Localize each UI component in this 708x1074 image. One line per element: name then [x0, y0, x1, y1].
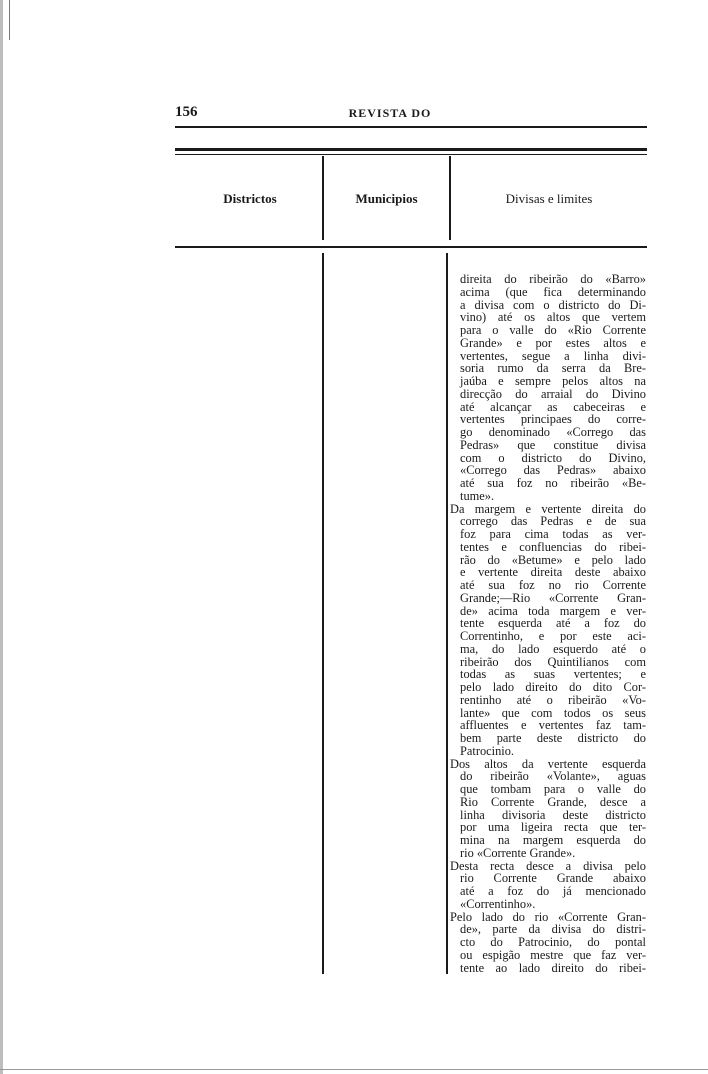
text-line: todas as suas vertentes; e: [460, 667, 646, 682]
text-line: ou espigão mestre que faz ver-: [460, 947, 646, 962]
text-line: direita do ribeirão do «Barro»: [460, 272, 646, 286]
limits-text-column: [450, 273, 646, 974]
page-edge-rule: [0, 0, 3, 1074]
page-bottom-edge: [0, 1069, 708, 1070]
text-line: rentinho até o ribeirão «Vo-: [460, 692, 646, 707]
text-line: tume».: [460, 488, 495, 503]
text-line: vino) até os altos que vertem: [460, 310, 646, 325]
text-line: acima (que fica determinando: [460, 284, 646, 299]
text-line: Dos altos da vertente esquerda: [450, 756, 646, 771]
text-line: de» acima toda margem e ver-: [460, 603, 646, 618]
text-line: Grande;—Rio «Corrente Gran-: [460, 590, 646, 605]
text-line: do ribeirão «Volante», aguas: [460, 769, 646, 784]
table-top-rule: [175, 148, 647, 151]
text-line: vertentes, segue a linha divi-: [460, 348, 646, 363]
column-header-municipios: Municipios: [355, 191, 418, 206]
header-rule: [175, 126, 647, 128]
text-line: para o valle do «Rio Corrente: [460, 323, 646, 337]
running-title: REVISTA DO: [348, 106, 432, 120]
text-line: tentes e confluencias do ribei-: [460, 539, 646, 554]
text-line: com o districto do Divino,: [460, 450, 646, 465]
text-line: que tombam para o valle do: [460, 782, 646, 796]
text-line: rão do «Betume» e pelo lado: [460, 552, 646, 567]
column-divider: [322, 253, 324, 974]
text-line: até sua foz no rio Corrente: [460, 578, 646, 592]
text-line: vertentes principaes do corre-: [460, 412, 646, 427]
text-line: bem parte deste districto do: [460, 731, 646, 745]
text-line: tente esquerda até a foz do: [460, 616, 646, 631]
text-line: Da margem e vertente direita do: [450, 501, 646, 516]
text-line: pelo lado direito do dito Cor-: [460, 680, 646, 694]
text-line: a divisa com o districto do Di-: [460, 297, 646, 312]
text-line: cto do Patrocinio, do pontal: [460, 935, 646, 949]
text-line: «Correntinho».: [460, 896, 536, 911]
page-edge-mark: [9, 0, 10, 40]
header-bottom-rule: [175, 246, 647, 248]
text-line: direcção do arraial do Divino: [460, 386, 646, 401]
text-line: lante» que com todos os seus: [460, 705, 646, 720]
column-divider: [446, 253, 448, 974]
text-line: de», parte da divisa do distri-: [460, 922, 646, 937]
text-line: foz para cima todas as ver-: [460, 527, 646, 541]
text-line: «Corrego das Pedras» abaixo: [460, 463, 646, 478]
text-line: Desta recta desce a divisa pelo: [450, 858, 646, 873]
text-line: tente ao lado direito do ribei-: [460, 960, 646, 975]
text-line: mina na margem esquerda do: [460, 833, 646, 847]
text-line: por uma ligeira recta que ter-: [460, 820, 646, 835]
text-line: soria rumo da serra da Bre-: [460, 361, 646, 376]
text-line: Pedras» que constitue divisa: [460, 437, 646, 452]
text-line: Pelo lado do rio «Corrente Gran-: [450, 909, 646, 924]
text-line: rio «Corrente Grande».: [460, 845, 576, 860]
text-line: até alcançar as cabeceiras e: [460, 399, 646, 414]
column-header-districtos: Districtos: [223, 191, 277, 206]
table-top-rule-thin: [175, 154, 647, 155]
text-line: ribeirão dos Quintilianos com: [460, 654, 646, 669]
text-line: Grande» e por estes altos e: [460, 335, 646, 350]
text-line: ma, do lado esquerdo até o: [460, 641, 646, 656]
text-line: affluentes e vertentes faz tam-: [460, 718, 646, 733]
page-number: 156: [175, 104, 198, 120]
text-line: Patrocinio.: [460, 743, 515, 758]
text-line: até sua foz no ribeirão «Be-: [460, 476, 646, 490]
text-line: até a foz do já mencionado: [460, 884, 646, 898]
text-line: Rio Corrente Grande, desce a: [460, 794, 646, 809]
text-line: Correntinho, e por este aci-: [460, 629, 646, 643]
column-header-divisas: Divisas e limites: [505, 191, 593, 206]
text-line: corrego das Pedras e de sua: [460, 514, 646, 529]
text-line: go denominado «Corrego das: [460, 425, 646, 439]
text-line: jaúba e sempre pelos altos na: [460, 374, 646, 388]
text-line: rio Corrente Grande abaixo: [460, 871, 646, 886]
text-line: linha divisoria deste districto: [460, 807, 646, 822]
text-line: e vertente direita deste abaixo: [460, 565, 646, 580]
